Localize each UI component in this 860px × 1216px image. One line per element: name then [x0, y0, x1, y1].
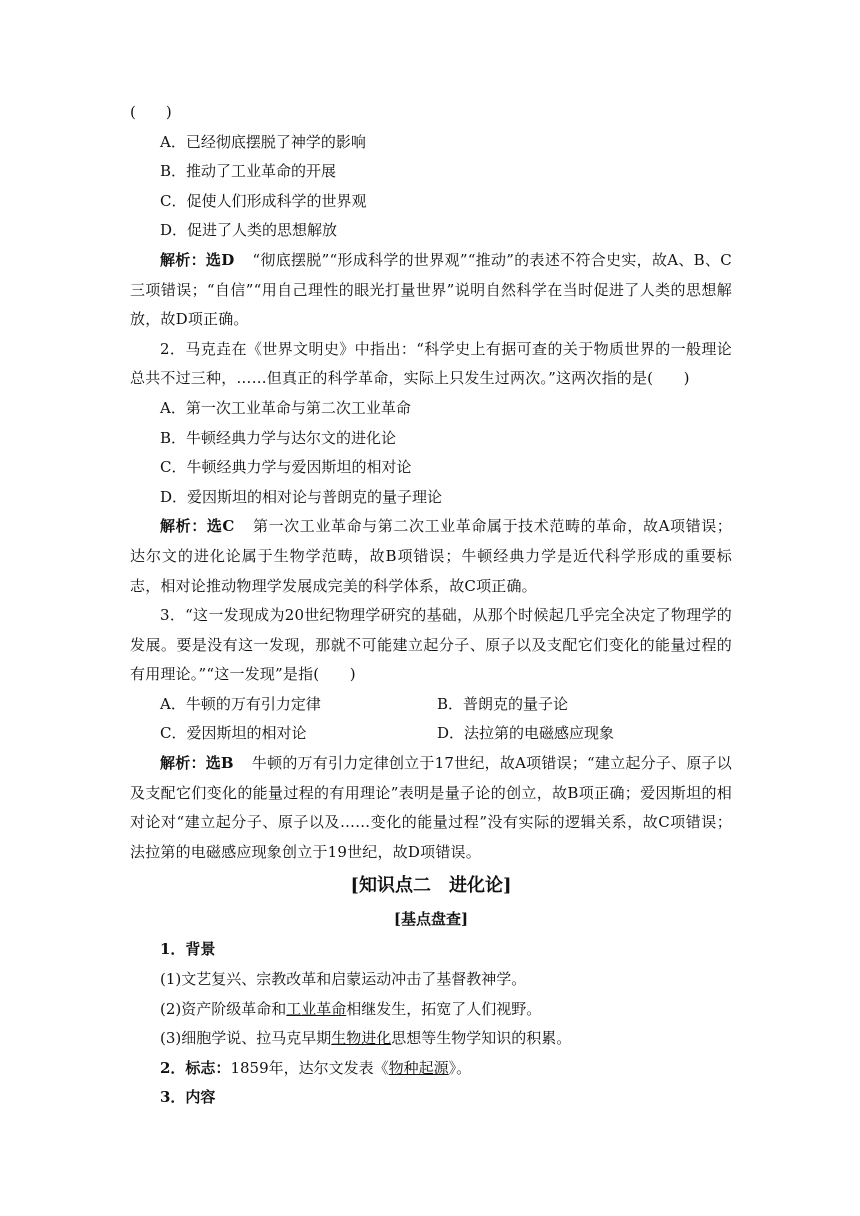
background-item-2-post: 相继发生，拓宽了人们视野。: [346, 999, 542, 1018]
q3-analysis: [130, 749, 732, 867]
q2-option-b: B．牛顿经典力学与达尔文的进化论: [160, 428, 397, 447]
q2-analysis-choice: 选C: [206, 517, 235, 536]
q2-option-d: D．爱因斯坦的相对论与普朗克的量子理论: [160, 487, 443, 506]
milestone-post: 》。: [448, 1058, 472, 1077]
milestone-label: 2．标志：: [160, 1058, 231, 1077]
milestone-pre: 1859年，达尔文发表《: [230, 1058, 389, 1077]
background-item-1: (1)文艺复兴、宗教改革和启蒙运动冲击了基督教神学。: [160, 970, 527, 989]
q1-analysis-text: “彻底摆脱”“形成科学的世界观”“推动”的表述不符合史实，故A、B、C三项错误；“自信”“用自己理性的眼光打量世界”说明自然科学在当时促进了人类的思想解放，故D项正确。: [130, 250, 732, 329]
q2-stem: 2．马克垚在《世界文明史》中指出：“科学史上有据可查的关于物质世界的一般理论总共不过三种，……但真正的科学革命，实际上只发生过两次。”这两次指的是( ): [130, 339, 732, 388]
section-subtitle: [基点盘查]: [393, 910, 469, 929]
q2-option-c: C．牛顿经典力学与爱因斯坦的相对论: [160, 458, 412, 477]
background-item-3-post: 思想等生物学知识的积累。: [391, 1029, 572, 1048]
q2-analysis-label: 解析：: [160, 517, 207, 536]
background-item-2: [130, 995, 732, 1025]
q3-options-row-1: [130, 690, 732, 720]
q3-option-b: B．普朗克的量子论: [437, 694, 569, 713]
milestone-line: [130, 1054, 732, 1084]
q1-analysis: [130, 246, 732, 335]
q1-analysis-label: 解析：: [160, 250, 206, 269]
q1-option-a: A．已经彻底摆脱了神学的影响: [160, 132, 366, 151]
q3-option-d: D．法拉第的电磁感应现象: [437, 724, 615, 743]
background-item-2-keyword: 工业革命: [286, 999, 347, 1018]
q3-analysis-choice: 选B: [205, 754, 234, 773]
q3-analysis-label: 解析：: [160, 754, 206, 773]
background-item-3-pre: (3)细胞学说、拉马克早期: [160, 1029, 332, 1048]
q1-option-c: C．促使人们形成科学的世界观: [160, 191, 367, 210]
background-item-3-keyword: 生物进化: [331, 1029, 392, 1048]
milestone-keyword: 物种起源: [388, 1058, 449, 1077]
q1-option-b: B．推动了工业革命的开展: [160, 162, 337, 181]
q2-option-a: A．第一次工业革命与第二次工业革命: [160, 398, 411, 417]
document-page: [130, 98, 732, 1113]
q1-analysis-choice: 选D: [205, 250, 235, 269]
q1-option-d: D．促进了人类的思想解放: [160, 221, 338, 240]
q3-analysis-text: 牛顿的万有引力定律创立于17世纪，故A项错误；“建立起分子、原子以及支配它们变化的能量过程的有用理论”表明是量子论的创立，故B项正确；爱因斯坦的相对论对“建立起分子、原子以及……变化的能量过程”没有实际的逻辑关系，故C项错误；法拉第的电磁感应现象创立于19世纪，故D项错误。: [130, 754, 732, 861]
q1-stem-tail: ( ): [130, 103, 172, 121]
section-title: [知识点二 进化论]: [350, 875, 512, 897]
q3-option-a: A．牛顿的万有引力定律: [160, 694, 321, 713]
background-item-3: [130, 1024, 732, 1054]
q2-analysis-text: 第一次工业革命与第二次工业革命属于技术范畴的革命，故A项错误；达尔文的进化论属于生物学范畴，故B项错误；牛顿经典力学是近代科学形成的重要标志，相对论推动物理学发展成完美的科学体系，故C项正确。: [130, 517, 732, 595]
q3-stem: 3．“这一发现成为20世纪物理学研究的基础，从那个时候起几乎完全决定了物理学的发展。要是没有这一发现，那就不可能建立起分子、原子以及支配它们变化的能量过程的有用理论。”“这一发现”是指( ): [130, 606, 732, 684]
background-item-2-pre: (2)资产阶级革命和: [160, 999, 287, 1018]
content-heading: 3．内容: [160, 1088, 216, 1107]
q3-option-c: C．爱因斯坦的相对论: [160, 724, 307, 743]
q3-options-row-2: [130, 719, 732, 749]
background-heading: 1．背景: [160, 940, 216, 959]
q2-analysis: [130, 512, 732, 601]
